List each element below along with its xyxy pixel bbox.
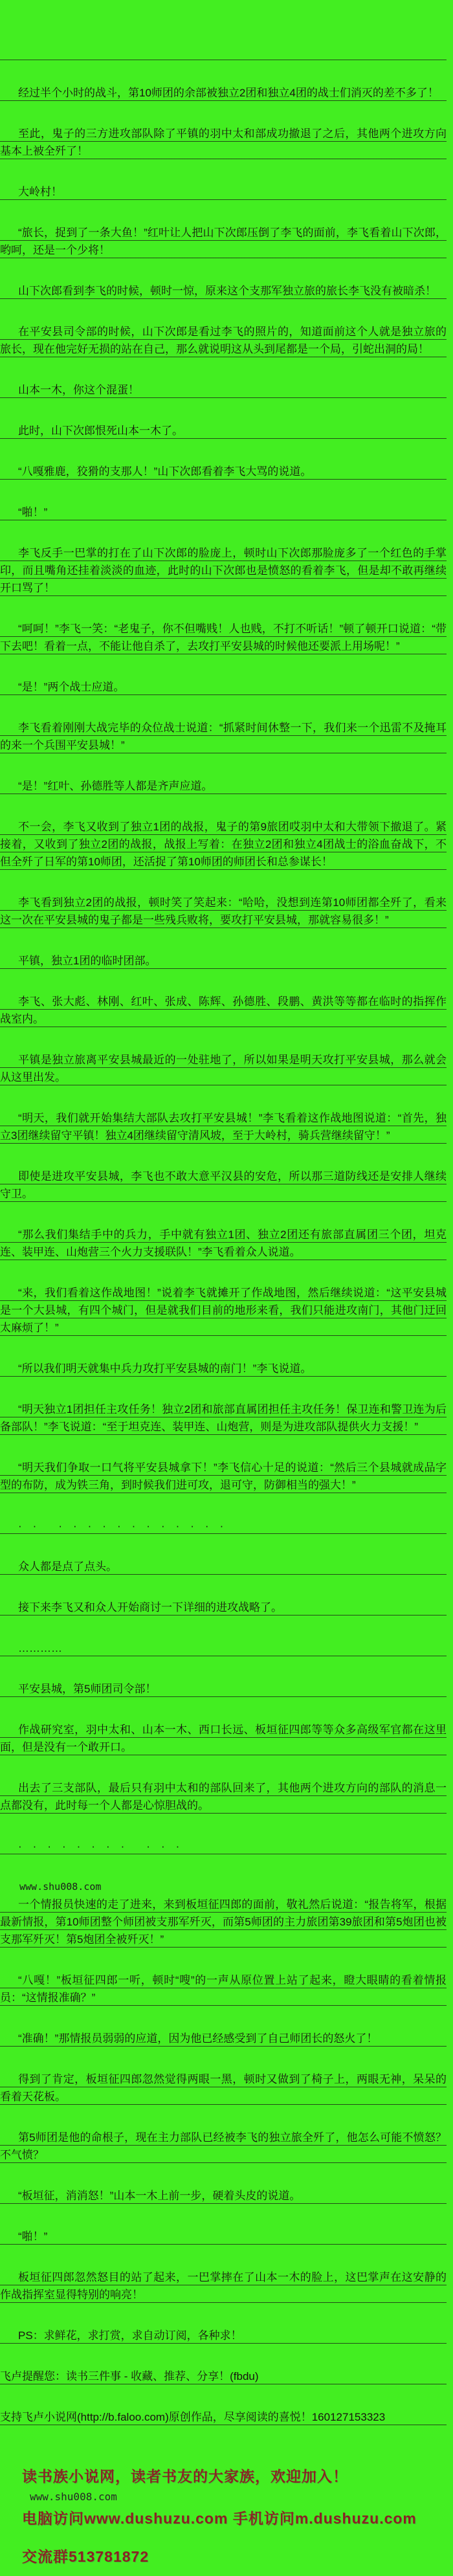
paragraph: 不一会，李飞又收到了独立1团的战报，鬼子的第9旅团哎羽中太和大带领下撤退了。紧接着，又收到了独立2团的战报，战报上写着：在独立2团和独立4团战士的浴血奋战下，不但全歼了日军的第10师团，还活捉了第10师团的师团长和总参谋长！ — [0, 818, 447, 871]
paragraph: 接下来李飞又和众人开始商讨一下详细的进攻战略了。 — [0, 1599, 447, 1616]
promo-qq-group: 交流群513781872 — [22, 2548, 149, 2565]
paragraph: 作战研究室，羽中太和、山本一木、西口长远、板垣征四郎等等众多高级军官都在这里面，但是没有一个敢开口。 — [0, 1721, 447, 1756]
paragraph: “呵呵！”李飞一笑：“老鬼子，你不但嘴贱！人也贱，不打不听话！”顿了顿开口说道：“带下去吧！看着一点，不能让他自杀了，去攻打平安县城的时候他还要派上用场呢！” — [0, 620, 447, 655]
paragraph: 李飞、张大彪、林刚、红叶、张成、陈辉、孙德胜、段鹏、黄洪等等都在临时的指挥作战室内。 — [0, 993, 447, 1028]
paragraph: “啪！” — [0, 2228, 447, 2245]
paragraph: 至此，鬼子的三方进攻部队除了平镇的羽中太和部成功撤退了之后，其他两个进攻方向基本上被全歼了！ — [0, 125, 447, 160]
paragraph: 李飞看着刚刚大战完毕的众位战士说道：“抓紧时间休整一下，我们来一个迅雷不及掩耳的来一个兵围平安县城！” — [0, 719, 447, 754]
paragraph: 此时，山下次郎恨死山本一木了。 — [0, 422, 447, 439]
paragraph: 大岭村！ — [0, 183, 447, 201]
paragraph: ………… — [0, 1639, 447, 1657]
paragraph: 飞卢提醒您：读书三件事 - 收藏、推荐、分享！(fbdu) — [0, 2368, 447, 2385]
paragraph: “是！”红叶、孙德胜等人都是齐声应道。 — [0, 777, 447, 795]
paragraph: 山本一木，你这个混蛋！ — [0, 381, 447, 399]
paragraph: 第5师团是他的命根子，现在主力部队已经被李飞的独立旅全歼了，他怎么可能不愤怒？不气愤？ — [0, 2129, 447, 2164]
paragraph: “那么我们集结手中的兵力，手中就有独立1团、独立2团还有旅部直属团三个团，坦克连、装甲连、山炮营三个火力支援联队！”李飞看着众人说道。 — [0, 1226, 447, 1261]
paragraph: “是！”两个战士应道。 — [0, 678, 447, 696]
paragraph: 得到了肯定，板垣征四郎忽然觉得两眼一黑，顿时又做到了椅子上，两眼无神，呆呆的看着天花板。 — [0, 2071, 447, 2105]
paragraph: 李飞反手一巴掌的打在了山下次郎的脸庞上，顿时山下次郎那脸庞多了一个红色的手掌印，而且嘴角还挂着淡淡的血迹，此时的山下次郎也是愤怒的看着李飞，但是却不敢再继续开口骂了！ — [0, 544, 447, 597]
paragraph: “啪！” — [0, 504, 447, 521]
promo-access-line: 电脑访问www.dushuzu.com 手机访问m.dushuzu.com — [22, 2510, 417, 2527]
promo-family-line: 读书族小说网，读者书友的大家族，欢迎加入！ — [22, 2468, 348, 2485]
paragraph: 板垣征四郎忽然怒目的站了起来，一巴掌摔在了山本一木的脸上，这巴掌声在这安静的作战指挥室显得特别的响亮！ — [0, 2269, 447, 2304]
paragraph: 即使是进攻平安县城，李飞也不敢大意平汉县的安危，所以那三道防线还是安排人继续守卫。 — [0, 1168, 447, 1203]
paragraph: “所以我们明天就集中兵力攻打平安县城的南门！”李飞说道。 — [0, 1360, 447, 1377]
paragraph: 经过半个小时的战斗，第10师团的余部被独立2团和独立4团的战士们消灭的差不多了！ — [0, 84, 447, 102]
paragraph: “八嘎雅鹿，狡猾的支那人！”山下次郎看着李飞大骂的说道。 — [0, 463, 447, 480]
paragraph: 支持飞卢小说网(http://b.faloo.com)原创作品，尽享阅读的喜悦！160127153323 — [0, 2408, 447, 2426]
paragraph: 出去了三支部队，最后只有羽中太和的部队回来了，其他两个进攻方向的部队的消息一点都没有，此时每一个人都是心惊胆战的。 — [0, 1779, 447, 1814]
paragraph: “准确！”那情报员弱弱的应道，因为他已经感受到了自己师团长的怒火了！ — [0, 2030, 447, 2047]
paragraph: PS：求鲜花，求打赏，求自动订阅，各种求！ — [0, 2327, 447, 2344]
footer-promo — [0, 2449, 453, 2566]
paragraph: 山下次郎看到李飞的时候，顿时一惊，原来这个支那军独立旅的旅长李飞没有被暗杀！ — [0, 282, 447, 300]
paragraph: “明天，我们就开始集结大部队去攻打平安县城！”李飞看着这作战地图说道：“首先，独立3团继续留守平镇！独立4团继续留守清风坡，至于大岭村，骑兵营继续留守！” — [0, 1109, 447, 1144]
paragraph: “明天我们争取一口气将平安县城拿下！”李飞信心十足的说道：“然后三个县城就成品字型的布防，成为铁三角，到时候我们进可攻，退可守，防御相当的强大！” — [0, 1459, 447, 1494]
paragraph: · · · · · · · · · · · — [0, 1838, 447, 1855]
paragraph: “八嘎！”板垣征四郎一听，顿时“嗖”的一声从原位置上站了起来，瞪大眼睛的看着情报员：“这情报准确？” — [0, 1971, 447, 2006]
promo-site-url: www.shu008.com — [30, 2491, 117, 2503]
paragraph: 在平安县司令部的时候，山下次郎是看过李飞的照片的，知道面前这个人就是独立旅的旅长，现在他完好无损的站在自己，那么就说明这从头到尾都是一个局，引蛇出洞的局！ — [0, 323, 447, 358]
paragraph — [0, 43, 447, 61]
paragraph: 平安县城，第5师团司令部！ — [0, 1680, 447, 1698]
paragraph: “来，我们看着这作战地图！”说着李飞就摊开了作战地图，然后继续说道：“这平安县城是一个大县城，有四个城门，但是就我们目前的地形来看，我们只能进攻南门，其他门迂回太麻烦了！” — [0, 1284, 447, 1337]
paragraph: · · · · · · · · · · · · · · — [0, 1517, 447, 1535]
paragraph: “板垣征，消消怒！”山本一木上前一步，硬着头皮的说道。 — [0, 2187, 447, 2204]
paragraph: 李飞看到独立2团的战报，顿时笑了笑起来：“哈哈，没想到连第10师团都全歼了，看来这一次在平安县城的鬼子都是一些残兵败将，要攻打平安县城，那就容易很多！” — [0, 894, 447, 929]
paragraph: “明天独立1团担任主攻任务！独立2团和旅部直属团担任主攻任务！保卫连和警卫连为后备部队！”李飞说道：“至于坦克连、装甲连、山炮营，则是为进攻部队提供火力支援！” — [0, 1401, 447, 1436]
paragraph: “旅长，捉到了一条大鱼！”红叶让人把山下次郎压倒了李飞的面前，李飞看着山下次郎，哟呵，还是一个少将！ — [0, 224, 447, 259]
paragraph: 众人都是点了点头。 — [0, 1558, 447, 1575]
watermark-line: www.shu008.com — [19, 1881, 102, 1893]
paragraph: 一个情报员快速的走了进来，来到板垣征四郎的面前，敬礼然后说道：“报告将军，根据最新情报，第10师团整个师团被支那军歼灭，而第5师团的主力旅团第39旅团和第5炮团也被支那军歼灭！第5炮团全被歼灭！” — [0, 1896, 447, 1948]
paragraph: 平镇，独立1团的临时团部。 — [0, 952, 447, 970]
paragraph: 平镇是独立旅离平安县城最近的一处驻地了，所以如果是明天攻打平安县城，那么就会从这里出发。 — [0, 1051, 447, 1086]
